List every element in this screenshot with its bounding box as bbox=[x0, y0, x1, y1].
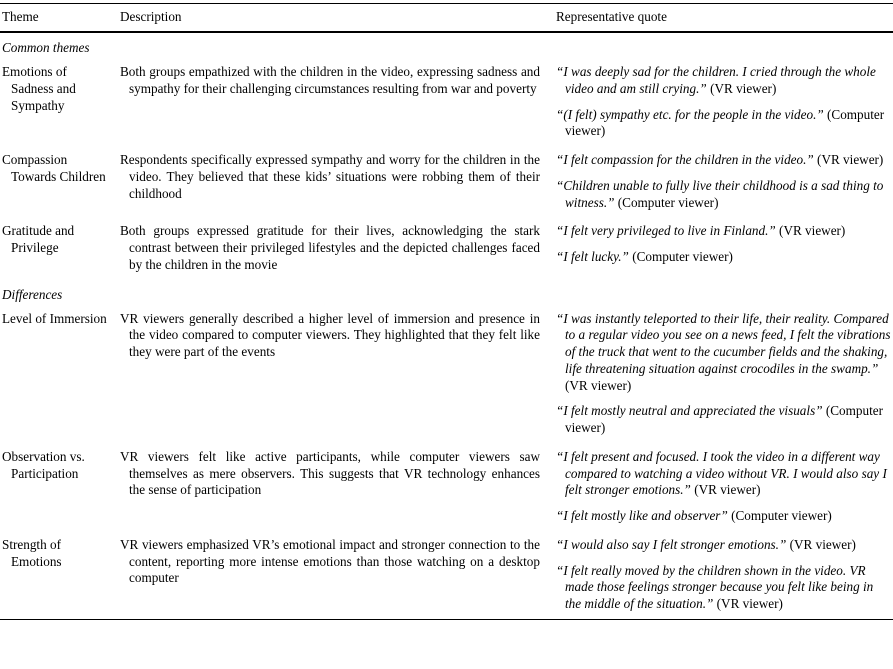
cell-quote bbox=[556, 305, 893, 443]
quote-text: “I felt mostly neutral and appreciated the visuals” bbox=[556, 403, 823, 419]
quote-item bbox=[556, 152, 891, 169]
themes-table bbox=[0, 4, 893, 31]
cell-description bbox=[120, 217, 556, 279]
table-row bbox=[0, 58, 893, 146]
quote-attribution: (VR viewer) bbox=[775, 223, 846, 239]
cell-description bbox=[120, 443, 556, 531]
cell-quote bbox=[556, 531, 893, 619]
cell-quote bbox=[556, 217, 893, 279]
quote-attribution: (VR viewer) bbox=[565, 377, 632, 393]
quote-item bbox=[556, 403, 891, 437]
quote-text: “Children unable to fully live their childhood is a sad thing to witness.” bbox=[556, 177, 884, 210]
cell-theme bbox=[0, 146, 120, 217]
quote-attribution: (VR viewer) bbox=[786, 536, 856, 552]
quote-attribution: (Computer viewer) bbox=[565, 403, 883, 436]
quote-attribution: (VR viewer) bbox=[706, 80, 777, 96]
quote-attribution: (VR viewer) bbox=[713, 596, 783, 612]
theme-text: Gratitude and Privilege bbox=[2, 223, 75, 256]
quote-attribution: (Computer viewer) bbox=[628, 249, 733, 265]
header-row bbox=[0, 4, 893, 31]
cell-theme bbox=[0, 531, 120, 619]
description-text: Respondents specifically expressed sympathy and worry for the children in the video. They believed that these kids’ situations were robbing them of their childhood bbox=[120, 152, 540, 201]
quote-attribution: (VR viewer) bbox=[813, 152, 884, 168]
description-text: VR viewers emphasized VR’s emotional impact and stronger connection to the content, reporting more intense emotions than those watching on a desktop computer bbox=[120, 536, 540, 586]
theme-text: Strength of Emotions bbox=[2, 536, 62, 569]
table-body bbox=[0, 33, 893, 619]
section-header-row bbox=[0, 33, 893, 58]
description-text: VR viewers generally described a higher level of immersion and presence in the video compared to computer viewers. They highlighted that they felt like they were part of the events bbox=[120, 310, 540, 360]
section-header-row bbox=[0, 280, 893, 305]
quote-text: “I would also say I felt stronger emotions.” bbox=[556, 536, 787, 552]
table-header bbox=[0, 4, 893, 31]
table-row bbox=[0, 217, 893, 279]
quote-item bbox=[556, 508, 891, 525]
cell-description bbox=[120, 305, 556, 443]
section-label: Differences bbox=[2, 286, 63, 302]
cell-theme bbox=[0, 305, 120, 443]
quote-text: “I felt really moved by the children shown in the video. VR made those feelings stronger because you felt like being in the middle of the situation.” bbox=[556, 562, 874, 612]
quote-item bbox=[556, 311, 891, 395]
section-label: Common themes bbox=[2, 40, 90, 56]
cell-quote bbox=[556, 443, 893, 531]
quote-item bbox=[556, 249, 891, 266]
themes-table-body bbox=[0, 33, 893, 619]
quote-attribution: (Computer viewer) bbox=[565, 106, 885, 139]
quote-text: “I felt lucky.” bbox=[556, 249, 629, 265]
theme-text: Observation vs. Participation bbox=[2, 448, 85, 481]
cell-description bbox=[120, 531, 556, 619]
table-row bbox=[0, 443, 893, 531]
column-header-description: Description bbox=[120, 9, 182, 24]
column-header-quote: Representative quote bbox=[556, 9, 667, 24]
quote-text: “I felt very privileged to live in Finland.” bbox=[556, 223, 776, 239]
quote-text: “I was deeply sad for the children. I cried through the whole video and am still crying.” bbox=[556, 64, 876, 96]
quote-attribution: (Computer viewer) bbox=[614, 194, 719, 210]
table-bottom-rule bbox=[0, 619, 893, 620]
description-text: Both groups empathized with the children in the video, expressing sadness and sympathy for their challenging circumstances resulting from war and poverty bbox=[120, 64, 540, 96]
quote-item bbox=[556, 537, 891, 554]
quote-attribution: (VR viewer) bbox=[690, 482, 761, 498]
theme-text: Compassion Towards Children bbox=[2, 152, 106, 184]
quote-item bbox=[556, 563, 891, 613]
description-text: Both groups expressed gratitude for their lives, acknowledging the stark contrast between their privileged lifestyles and the depicted challenges faced by the children in the movie bbox=[120, 223, 540, 272]
theme-text: Level of Immersion bbox=[2, 310, 107, 326]
quote-item bbox=[556, 107, 891, 141]
table-row bbox=[0, 305, 893, 443]
cell-description bbox=[120, 58, 556, 146]
quote-text: “I felt present and focused. I took the video in a different way compared to watching a video without VR. I would also say I felt stronger emotions.” bbox=[556, 448, 887, 498]
quote-item bbox=[556, 64, 891, 98]
quote-item bbox=[556, 449, 891, 499]
cell-theme bbox=[0, 443, 120, 531]
theme-text: Emotions of Sadness and Sympathy bbox=[2, 64, 76, 113]
table-row bbox=[0, 146, 893, 217]
quote-item bbox=[556, 223, 891, 240]
column-header-theme: Theme bbox=[2, 9, 39, 24]
description-text: VR viewers felt like active participants, while computer viewers saw themselves as mere observers. This suggests that VR technology enhances the sense of participation bbox=[120, 448, 540, 498]
table-container bbox=[0, 3, 893, 620]
cell-quote bbox=[556, 146, 893, 217]
quote-text: “I felt compassion for the children in the video.” bbox=[556, 152, 814, 168]
quote-attribution: (Computer viewer) bbox=[727, 508, 832, 524]
quote-text: “(I felt) sympathy etc. for the people in the video.” bbox=[556, 106, 824, 122]
cell-description bbox=[120, 146, 556, 217]
cell-quote bbox=[556, 58, 893, 146]
table-row bbox=[0, 531, 893, 619]
cell-theme bbox=[0, 217, 120, 279]
cell-theme bbox=[0, 58, 120, 146]
quote-text: “I was instantly teleported to their life, their reality. Compared to a regular video you see on a news feed, I felt the vibrations of the truck that went to the cucumber fields and the shaking, life threatening situation against crocodiles in the swamp.” bbox=[556, 310, 891, 376]
quote-text: “I felt mostly like and observer” bbox=[556, 508, 728, 524]
quote-item bbox=[556, 178, 891, 212]
